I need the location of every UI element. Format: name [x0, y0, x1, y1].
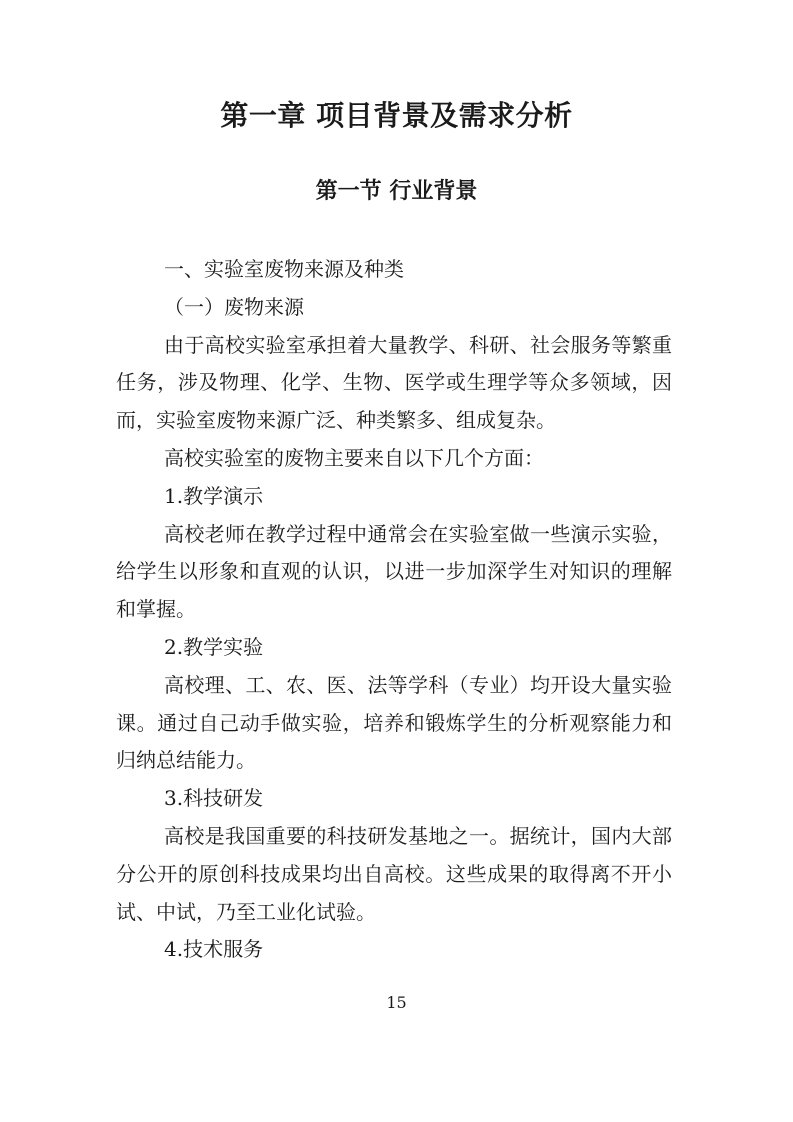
subheading-waste-source: （一）废物来源	[164, 294, 304, 319]
paragraph: 由于高校实验室承担着大量教学、科研、社会服务等繁重任务，涉及物理、化学、生物、医学或生理学等众多领域，因而，实验室废物来源广泛、种类繁多、组成复杂。	[116, 332, 672, 433]
section-title: 第一节 行业背景	[315, 179, 478, 204]
list-heading-teaching-demo: 1.教学演示	[164, 483, 264, 508]
paragraph: 高校实验室的废物主要来自以下几个方面：	[164, 445, 544, 470]
paragraph: 高校是我国重要的科技研发基地之一。据统计，国内大部分公开的原创科技成果均出自高校。这些成果的取得离不开小试、中试，乃至工业化试验。	[116, 823, 672, 924]
page-number: 15	[386, 993, 407, 1012]
list-heading-teaching-experiment: 2.教学实验	[164, 634, 264, 659]
paragraph: 高校老师在教学过程中通常会在实验室做一些演示实验，给学生以形象和直观的认识，以进一步加深学生对知识的理解和掌握。	[116, 521, 672, 622]
paragraph: 高校理、工、农、医、法等学科（专业）均开设大量实验课。通过自己动手做实验，培养和锻炼学生的分析观察能力和归纳总结能力。	[116, 672, 672, 773]
list-heading-technical-service: 4.技术服务	[164, 937, 264, 962]
chapter-title: 第一章 项目背景及需求分析	[220, 99, 573, 132]
heading-waste-source-and-types: 一、实验室废物来源及种类	[164, 257, 404, 281]
list-heading-research: 3.科技研发	[164, 786, 264, 811]
body-text	[116, 251, 672, 969]
